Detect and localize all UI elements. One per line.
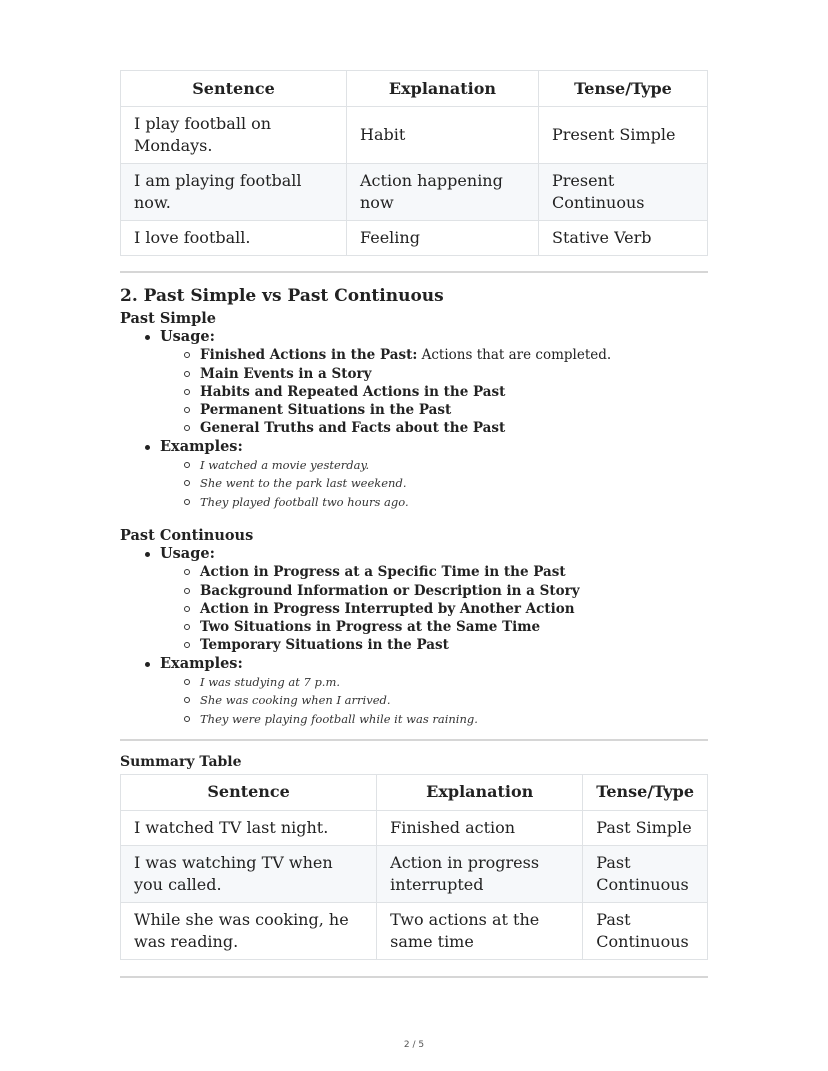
example-item: They played football two hours ago. [160, 493, 708, 511]
table-cell: Stative Verb [539, 221, 708, 256]
example-item: I was studying at 7 p.m. [160, 673, 708, 691]
usage-term: Habits and Repeated Actions in the Past [200, 383, 506, 400]
column-header-explanation: Explanation [377, 774, 583, 810]
column-header-tense: Tense/Type [539, 71, 708, 107]
column-header-tense: Tense/Type [583, 774, 708, 810]
table-cell: Action happening now [347, 164, 539, 221]
past-continuous-list [120, 545, 708, 728]
table-cell: Past Simple [583, 810, 708, 845]
column-header-sentence: Sentence [121, 774, 377, 810]
list-item: Temporary Situations in the Past [160, 636, 708, 654]
list-item [160, 401, 708, 419]
table-cell: I love football. [121, 221, 347, 256]
table-row [121, 164, 708, 221]
table-cell: Present Continuous [539, 164, 708, 221]
usage-list [160, 346, 708, 437]
table-row [121, 845, 708, 902]
table-cell: Past Continuous [583, 902, 708, 959]
table-row [121, 221, 708, 256]
subheading-past-simple: Past Simple [120, 310, 217, 327]
page-indicator: 2 / 5 [403, 1040, 425, 1050]
subheading-past-continuous: Past Continuous [120, 526, 254, 544]
table-cell: Present Simple [539, 107, 708, 164]
list-item [160, 365, 708, 383]
table-cell: Action in progress interrupted [377, 845, 583, 902]
divider [120, 739, 708, 741]
list-item-examples [120, 438, 708, 511]
table-cell: Feeling [347, 221, 539, 256]
tense-table-present [120, 70, 708, 256]
examples-label: Examples: [160, 654, 243, 672]
column-header-sentence: Sentence [121, 71, 347, 107]
summary-table-heading: Summary Table [120, 753, 242, 770]
list-item [160, 383, 708, 401]
list-item-usage [120, 545, 708, 655]
examples-label: Examples: [160, 437, 243, 455]
list-item-examples [120, 655, 708, 728]
table-cell: I play football on Mondays. [121, 107, 347, 164]
table-cell: Habit [347, 107, 539, 164]
list-item: Action in Progress Interrupted by Another Action [160, 600, 708, 618]
table-row [121, 810, 708, 845]
list-item-usage [120, 328, 708, 438]
table-header-row [121, 71, 708, 107]
summary-table [120, 774, 708, 960]
list-item [160, 346, 708, 364]
divider [120, 976, 708, 978]
table-header-row [121, 774, 708, 810]
table-cell: Finished action [377, 810, 583, 845]
table-row [121, 107, 708, 164]
table-row [121, 902, 708, 959]
list-item: Action in Progress at a Specific Time in the Past [160, 563, 708, 581]
table-cell: While she was cooking, he was reading. [121, 902, 377, 959]
usage-term: Permanent Situations in the Past [200, 402, 452, 419]
table-cell: I am playing football now. [121, 164, 347, 221]
usage-list [160, 563, 708, 654]
divider [120, 271, 708, 273]
section-title: 2. Past Simple vs Past Continuous [120, 286, 444, 306]
past-simple-list [120, 328, 708, 511]
usage-description: Actions that are completed. [417, 347, 612, 364]
usage-label: Usage: [160, 328, 215, 345]
table-cell: I was watching TV when you called. [121, 845, 377, 902]
table-cell: Two actions at the same time [377, 902, 583, 959]
list-item: Two Situations in Progress at the Same Time [160, 618, 708, 636]
example-item: They were playing football while it was raining. [160, 710, 708, 728]
examples-list [160, 673, 708, 728]
list-item [160, 419, 708, 437]
usage-term: General Truths and Facts about the Past [200, 420, 506, 437]
examples-list [160, 456, 708, 511]
example-item: She was cooking when I arrived. [160, 691, 708, 709]
usage-term: Finished Actions in the Past: [200, 347, 418, 364]
table-cell: Past Continuous [583, 845, 708, 902]
page-content [120, 70, 708, 978]
example-item: She went to the park last weekend. [160, 474, 708, 492]
example-item: I watched a movie yesterday. [160, 456, 708, 474]
usage-term: Main Events in a Story [200, 365, 372, 382]
usage-label: Usage: [160, 544, 215, 562]
list-item: Background Information or Description in a Story [160, 582, 708, 600]
column-header-explanation: Explanation [347, 71, 539, 107]
table-cell: I watched TV last night. [121, 810, 377, 845]
